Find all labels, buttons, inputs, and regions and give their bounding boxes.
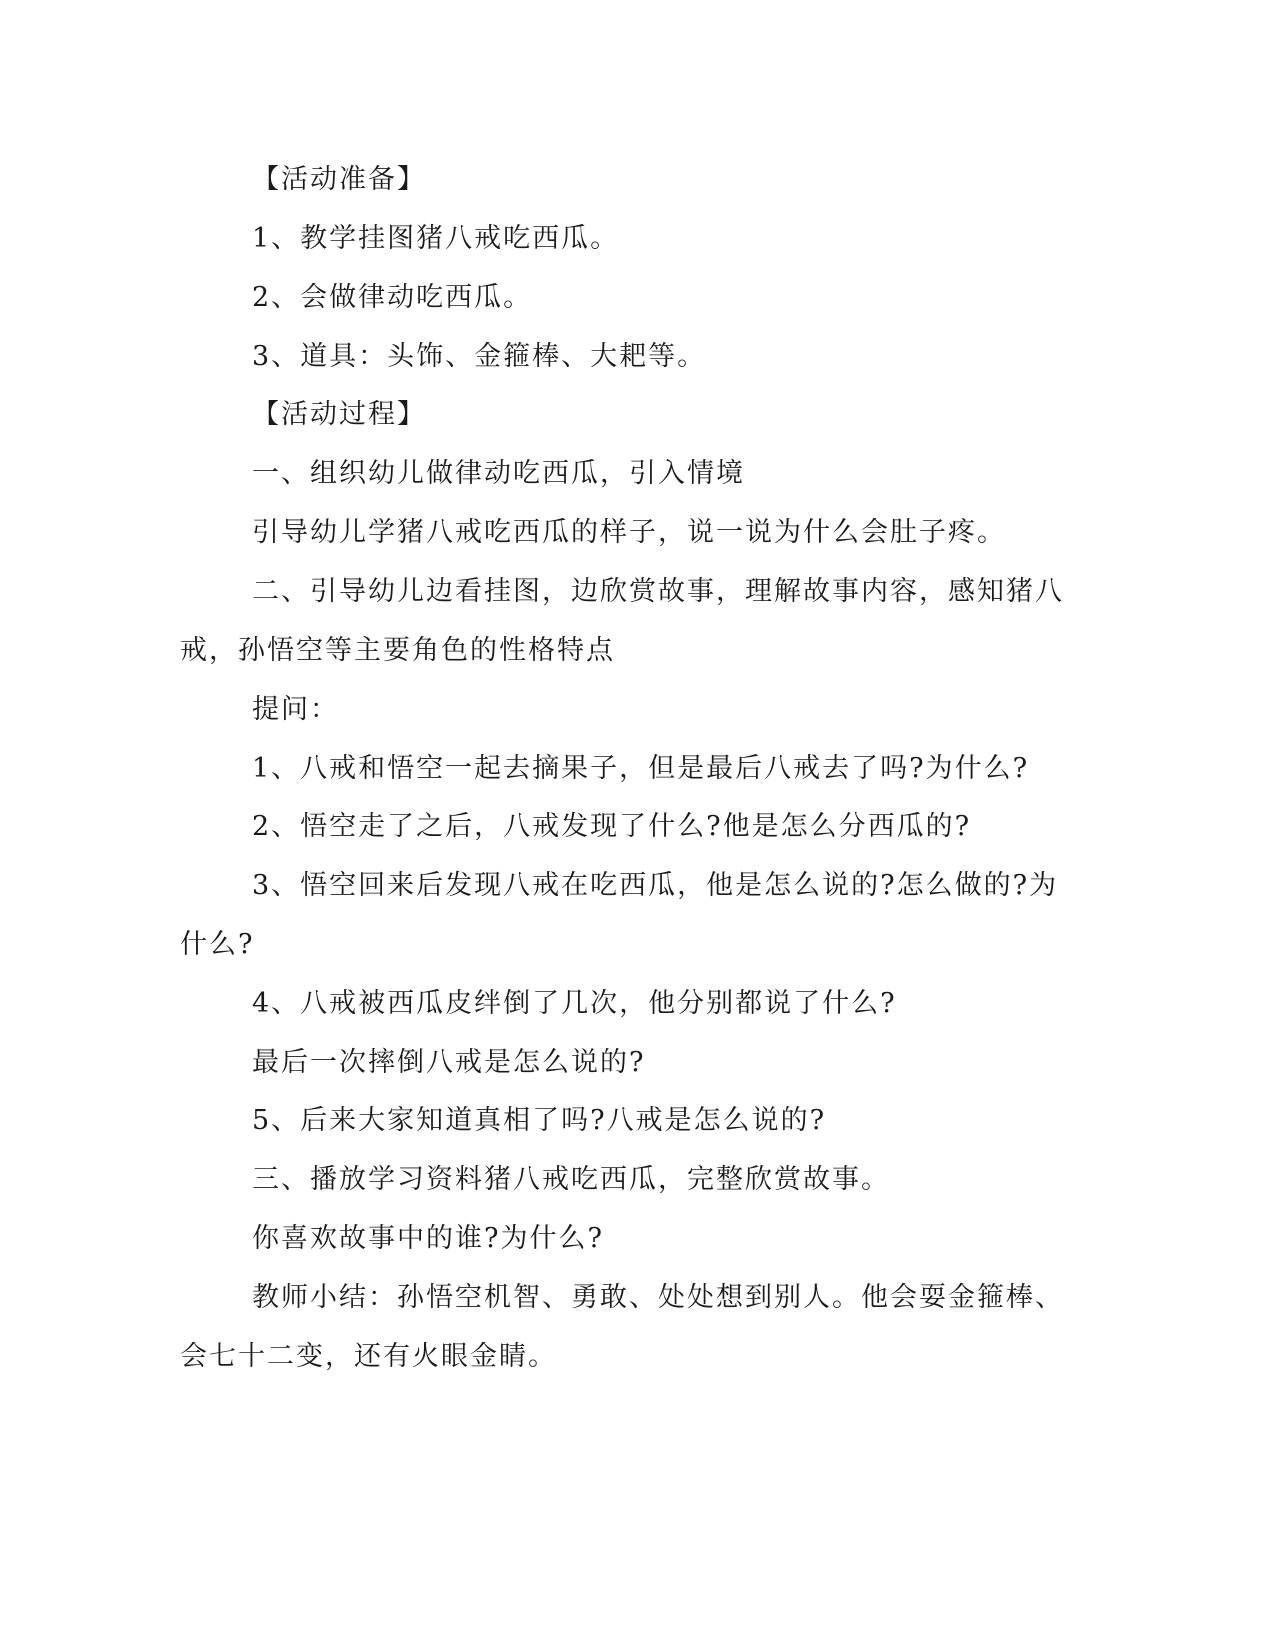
paragraph-line: 一、组织幼儿做律动吃西瓜，引入情境 [252, 458, 745, 489]
paragraph-line: 三、播放学习资料猪八戒吃西瓜，完整欣赏故事。 [252, 1164, 890, 1195]
paragraph-line: 5、后来大家知道真相了吗?八戒是怎么说的? [252, 1105, 827, 1136]
paragraph-line: 2、悟空走了之后，八戒发现了什么?他是怎么分西瓜的? [252, 811, 972, 842]
paragraph-line: 戒，孙悟空等主要角色的性格特点 [180, 635, 615, 666]
paragraph-line: 你喜欢故事中的谁?为什么? [252, 1223, 604, 1254]
paragraph-line: 会七十二变，还有火眼金睛。 [180, 1341, 557, 1372]
heading-activity-process: 【活动过程】 [252, 399, 426, 430]
paragraph-line: 二、引导幼儿边看挂图，边欣赏故事，理解故事内容，感知猪八 [252, 576, 1064, 607]
heading-activity-preparation: 【活动准备】 [252, 164, 426, 195]
paragraph-line: 什么? [180, 929, 255, 960]
paragraph-line: 最后一次摔倒八戒是怎么说的? [252, 1047, 646, 1078]
paragraph-line: 教师小结：孙悟空机智、勇敢、处处想到别人。他会耍金箍棒、 [252, 1282, 1064, 1313]
paragraph-line: 3、悟空回来后发现八戒在吃西瓜，他是怎么说的?怎么做的?为 [252, 870, 1059, 901]
paragraph-line: 1、教学挂图猪八戒吃西瓜。 [252, 223, 620, 254]
paragraph-line: 4、八戒被西瓜皮绊倒了几次，他分别都说了什么? [252, 988, 897, 1019]
paragraph-line: 1、八戒和悟空一起去摘果子，但是最后八戒去了吗?为什么? [252, 753, 1030, 784]
paragraph-line: 提问： [252, 694, 339, 725]
paragraph-line: 2、会做律动吃西瓜。 [252, 282, 533, 313]
paragraph-line: 3、道具：头饰、金箍棒、大耙等。 [252, 341, 707, 372]
paragraph-line: 引导幼儿学猪八戒吃西瓜的样子，说一说为什么会肚子疼。 [252, 517, 1006, 548]
